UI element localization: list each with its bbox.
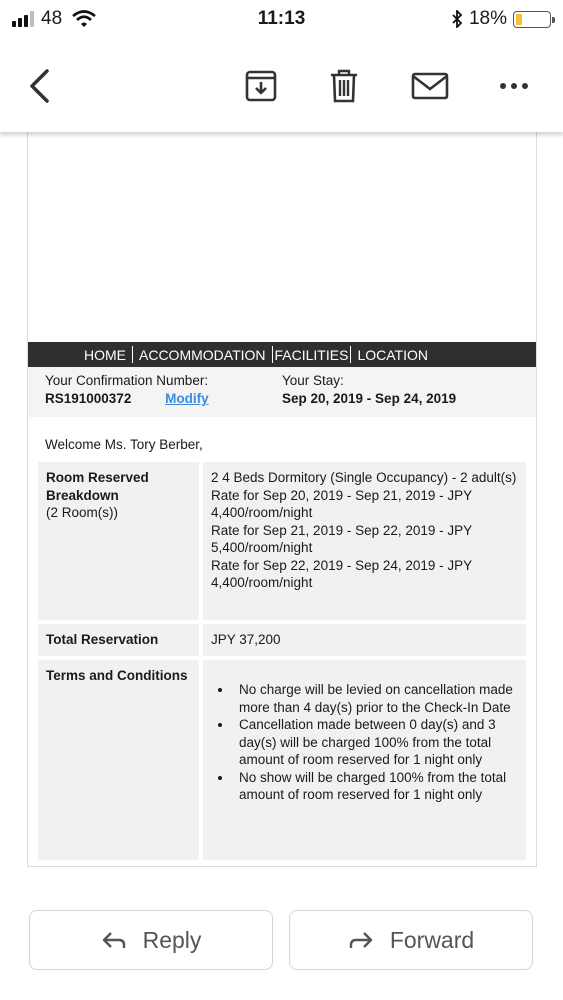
status-right (451, 8, 551, 30)
list-item: • No charge will be levied on cancellation made more than 4 day(s) prior to the Check-In Date (233, 681, 518, 716)
status-bar (0, 0, 563, 38)
confirmation-panel (28, 367, 536, 417)
confirmation-number: RS191000372 (45, 391, 132, 406)
room-count: (2 Room(s)) (46, 505, 119, 520)
forward-button[interactable] (289, 910, 533, 970)
nav-divider (350, 346, 351, 363)
table-row (38, 660, 526, 860)
mail-icon (411, 72, 449, 100)
nav-divider (132, 346, 133, 363)
room-label: Room Reserved Breakdown (46, 470, 149, 503)
forward-icon (348, 930, 374, 950)
more-icon (499, 82, 529, 90)
modify-link[interactable]: Modify (165, 391, 209, 406)
stay-label: Your Stay: (282, 373, 344, 388)
more-button[interactable] (492, 64, 536, 108)
nav-home[interactable]: HOME (84, 346, 126, 363)
battery-icon (513, 11, 551, 28)
room-type: 2 4 Beds Dormitory (Single Occupancy) - 2 adult(s) (211, 470, 517, 485)
email-body (27, 132, 537, 867)
mark-unread-button[interactable] (408, 64, 452, 108)
reply-button[interactable] (29, 910, 273, 970)
carrier-label: 48 (41, 8, 63, 29)
nav-location[interactable]: LOCATION (357, 346, 428, 363)
status-time: 11:13 (257, 8, 306, 29)
nav-divider (272, 346, 273, 363)
total-label: Total Reservation (38, 624, 199, 656)
reply-icon (101, 930, 127, 950)
table-row (38, 624, 526, 656)
archive-button[interactable] (239, 64, 283, 108)
back-arrow-icon (27, 68, 53, 104)
list-item: • Cancellation made between 0 day(s) and 3 day(s) will be charged 100% from the total amount of room reserved for 1 night only (233, 716, 518, 769)
bluetooth-icon (451, 10, 463, 28)
archive-icon (244, 69, 278, 103)
reservation-table (38, 462, 526, 864)
rate-line: Rate for Sep 22, 2019 - Sep 24, 2019 - JPY 4,400/room/night (211, 557, 472, 590)
list-item: • No show will be charged 100% from the total amount of room reserved for 1 night only (233, 769, 518, 804)
rate-line: Rate for Sep 21, 2019 - Sep 22, 2019 - JPY 5,400/room/night (211, 522, 472, 555)
forward-label: Forward (389, 926, 475, 953)
total-value: JPY 37,200 (203, 624, 526, 656)
stay-dates: Sep 20, 2019 - Sep 24, 2019 (282, 391, 457, 406)
delete-button[interactable] (322, 64, 366, 108)
confirmation-label: Your Confirmation Number: (45, 373, 209, 388)
rate-line: Rate for Sep 20, 2019 - Sep 21, 2019 - JPY 4,400/room/night (211, 487, 472, 520)
email-toolbar (0, 40, 563, 132)
terms-list (211, 681, 518, 804)
terms-label: Terms and Conditions (38, 660, 199, 860)
nav-accommodation[interactable]: ACCOMMODATION (139, 346, 266, 363)
nav-facilities[interactable]: FACILITIES (274, 346, 349, 363)
trash-icon (329, 69, 359, 103)
table-row (38, 462, 526, 620)
reply-label: Reply (142, 926, 202, 953)
back-button[interactable] (18, 64, 62, 108)
hotel-nav-bar (28, 342, 536, 367)
welcome-text: Welcome Ms. Tory Berber, (45, 437, 203, 452)
battery-percent: 18% (468, 8, 507, 29)
